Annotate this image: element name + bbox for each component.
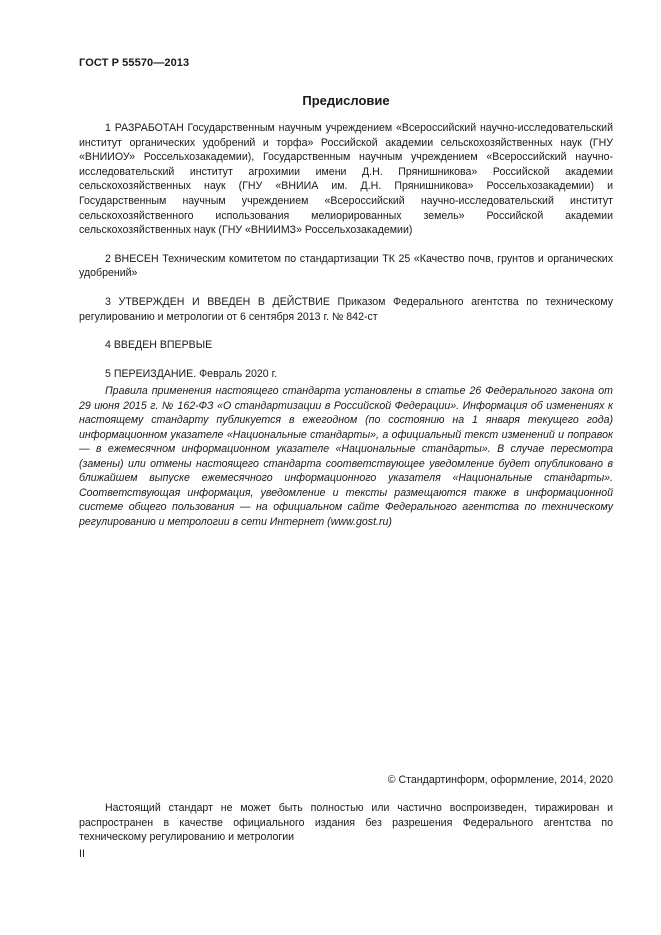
foreword-item-reissue: 5 ПЕРЕИЗДАНИЕ. Февраль 2020 г. [105,367,278,380]
page-number: II [79,848,85,860]
standard-id-header: ГОСТ Р 55570—2013 [79,57,190,69]
foreword-items [79,121,613,381]
foreword-item-introduced: 2 ВНЕСЕН Техническим комитетом по стандартизации ТК 25 «Качество почв, грунтов и органических удобрений» [79,252,613,280]
page-title: Предисловие [302,93,390,108]
foreword-item-developed: 1 РАЗРАБОТАН Государственным научным учреждением «Всероссийский научно-исследовательский институт органических удобрений и торфа» Российской академии сельскохозяйственных наук (ГНУ «ВНИИОУ» Россельхозакадемии), Государственным научным учреждением «Всероссийский научно-исследовательский институт агрохимии имени Д.Н. Прянишникова» Российской академии сельскохозяйственных наук (ГНУ «ВНИИА им. Д.Н. Прянишникова» Россельхозакадемии) и Государственным научным учреждением «Всероссийский научно-исследовательский институт сельскохозяйственного использования мелиорированных земель» Российской академии сельскохозяйственных наук (ГНУ «ВНИИМЗ» Россельхозакадемии) [79,122,613,237]
foreword-item-first-introduced: 4 ВВЕДЕН ВПЕРВЫЕ [105,339,213,352]
foreword-item-approved: 3 УТВЕРЖДЕН И ВВЕДЕН В ДЕЙСТВИЕ Приказом Федерального агентства по техническому регулированию и метрологии от 6 сентября 2013 г. № 842-ст [79,295,613,323]
application-rules-notice: Правила применения настоящего стандарта установлены в статье 26 Федерального закона от 29 июня 2015 г. № 162-ФЗ «О стандартизации в Российской Федерации». Информация об изменениях к настоящему стандарту публикуется в ежегодном (по состоянию на 1 января текущего года) информационном указателе «Национальные стандарты», а официальный текст изменений и поправок — в ежемесячном информационном указателе «Национальные стандарты». В случае пересмотра (замены) или отмены настоящего стандарта соответствующее уведомление будет опубликовано в ближайшем выпуске ежемесячного информационного указателя «Национальные стандарты». Соответствующая информация, уведомление и тексты размещаются также в информационной системе общего пользования — на официальном сайте Федерального агентства по техническому регулированию и метрологии в сети Интернет (www.gost.ru) [79,385,613,528]
copyright-line: © Стандартинформ, оформление, 2014, 2020 [387,774,613,786]
reproduction-notice: Настоящий стандарт не может быть полностью или частично воспроизведен, тиражирован и распространен в качестве официального издания без разрешения Федерального агентства по техническому регулированию и метрологии [79,802,613,844]
